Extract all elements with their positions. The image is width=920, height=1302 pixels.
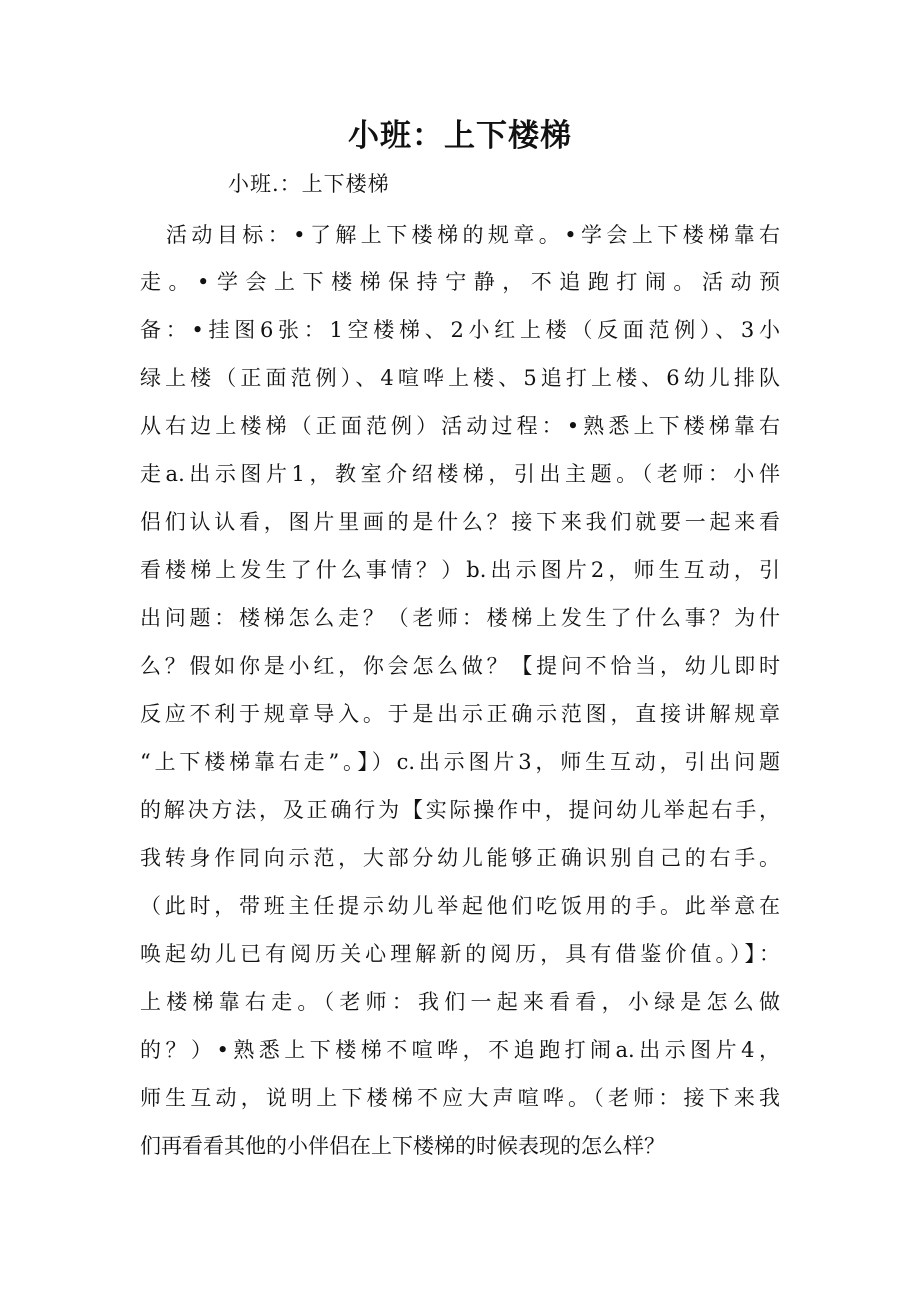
body-line: 我转身作同向示范，大部分幼儿能够正确识别自己的右手。	[140, 846, 780, 870]
body-line: 的？）•熟悉上下楼梯不喧哗，不追跑打闹a.出示图片4，	[140, 1038, 780, 1062]
document-title: 小班：上下楼梯	[348, 118, 572, 154]
body-line: 上楼梯靠右走。（老师：我们一起来看看，小绿是怎么做	[140, 990, 780, 1014]
body-line: 反应不利于规章导入。于是出示正确示范图，直接讲解规章	[140, 702, 780, 726]
body-line: 绿上楼（正面范例）、4喧哗上楼、5追打上楼、6幼儿排队	[140, 366, 780, 390]
body-line: 唤起幼儿已有阅历关心理解新的阅历，具有借鉴价值。）】：	[140, 942, 780, 966]
body-line: 出问题：楼梯怎么走？（老师：楼梯上发生了什么事？为什	[140, 606, 780, 630]
body-line: 么？假如你是小红，你会怎么做？【提问不恰当，幼儿即时	[140, 654, 780, 678]
body-line: 师生互动，说明上下楼梯不应大声喧哗。（老师：接下来我	[140, 1086, 780, 1110]
document-subtitle: 小班.：上下楼梯	[228, 172, 390, 196]
body-line: 们再看看其他的小伴侣在上下楼梯的时候表现的怎么样？	[140, 1134, 665, 1158]
body-line: 侣们认认看，图片里画的是什么？接下来我们就要一起来看	[140, 510, 780, 534]
body-line: 的解决方法，及正确行为【实际操作中，提问幼儿举起右手，	[140, 798, 780, 822]
body-line: 走a.出示图片1，教室介绍楼梯，引出主题。（老师：小伴	[140, 462, 780, 486]
body-line: （此时，带班主任提示幼儿举起他们吃饭用的手。此举意在	[140, 894, 780, 918]
body-line: “上下楼梯靠右走”。】）c.出示图片3，师生互动，引出问题	[140, 750, 780, 774]
body-line: 走。•学会上下楼梯保持宁静，不追跑打闹。活动预	[140, 270, 780, 294]
body-line: 看楼梯上发生了什么事情？）b.出示图片2，师生互动，引	[140, 558, 780, 582]
body-line: 活动目标：•了解上下楼梯的规章。•学会上下楼梯靠右	[166, 223, 780, 247]
body-line: 从右边上楼梯（正面范例）活动过程：•熟悉上下楼梯靠右	[140, 414, 780, 438]
body-line: 备：•挂图6张：1空楼梯、2小红上楼（反面范例）、3小	[140, 318, 780, 342]
